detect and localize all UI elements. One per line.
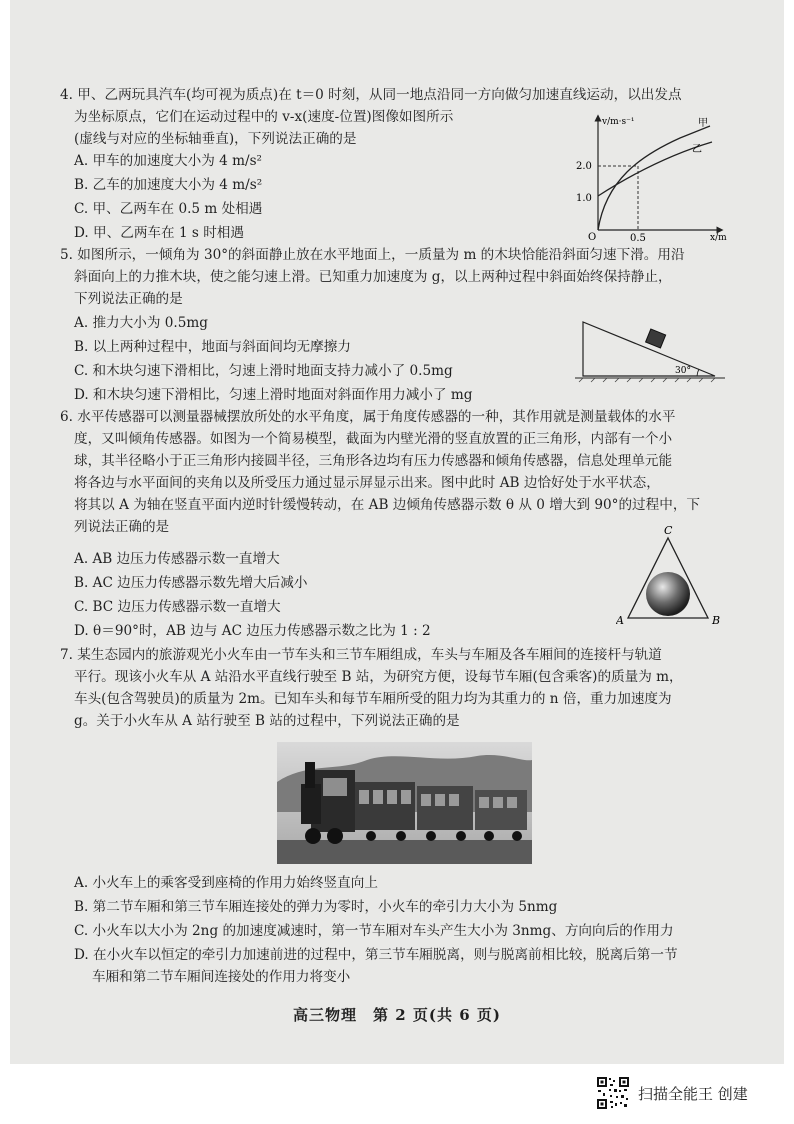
q4-curve-jia-label: 甲 xyxy=(698,118,708,129)
q5-option-b: B. 以上两种过程中，地面与斜面间均无摩擦力 xyxy=(74,339,351,355)
q4-x-tick: 0.5 xyxy=(630,233,646,244)
q4-option-d: D. 甲、乙两车在 1 s 时相遇 xyxy=(74,225,244,241)
question-6 xyxy=(60,406,780,538)
q4-option-b: B. 乙车的加速度大小为 4 m/s² xyxy=(74,177,263,193)
q7-line: 平行。现该小火车从 A 站沿水平直线行驶至 B 站，为研究方便，设每节车厢(包含乘客)的质量为 m， xyxy=(74,669,683,685)
train-photo xyxy=(277,742,532,864)
q6-label-c: C xyxy=(664,524,673,537)
scanner-watermark xyxy=(596,1076,748,1110)
q6-line: 球，其半径略小于正三角形内接圆半径，三角形各边均有压力传感器和倾角传感器，信息处理单元能 xyxy=(74,453,673,469)
q6-label-a: A xyxy=(616,614,624,627)
q6-line: 6. 水平传感器可以测量器械摆放所处的水平角度，属于角度传感器的一种，其作用就是测量载体的水平 xyxy=(60,409,676,425)
q4-line: (虚线与对应的坐标轴垂直)，下列说法正确的是 xyxy=(74,131,357,147)
q5-angle-label: 30° xyxy=(675,366,691,376)
q7-option-d: D. 在小火车以恒定的牵引力加速前进的过程中，第三节车厢脱离，则与脱离前相比较，脱离后第一节 xyxy=(74,947,678,963)
q7-option-b: B. 第二节车厢和第三节车厢连接处的弹力为零时，小火车的牵引力大小为 5nmg xyxy=(74,899,558,915)
q6-line: 将其以 A 为轴在竖直平面内逆时针缓慢转动，在 AB 边倾角传感器示数 θ 从 0 增大到 90°的过程中，下 xyxy=(74,497,700,513)
q6-line: 列说法正确的是 xyxy=(74,519,170,535)
q6-label-b: B xyxy=(712,614,721,627)
q4-origin-label: O xyxy=(588,232,597,243)
q5-line: 5. 如图所示，一倾角为 30°的斜面静止放在水平地面上，一质量为 m 的木块恰能沿斜面匀速下滑。用沿 xyxy=(60,247,685,263)
q5-line: 下列说法正确的是 xyxy=(74,291,183,307)
q4-vx-graph xyxy=(570,110,730,245)
q4-line: 为坐标原点，它们在运动过程中的 v-x(速度-位置)图像如图所示 xyxy=(74,109,454,125)
q5-option-a: A. 推力大小为 0.5mg xyxy=(74,315,208,331)
scanner-text: 扫描全能王 创建 xyxy=(638,1084,748,1103)
q4-option-a: A. 甲车的加速度大小为 4 m/s² xyxy=(74,153,262,169)
page-footer: 高三物理 第 2 页(共 6 页) xyxy=(293,1006,501,1024)
q5-line: 斜面向上的力推木块，使之能匀速上滑。已知重力加速度为 g，以上两种过程中斜面始终保持静止， xyxy=(74,269,672,285)
question-7 xyxy=(60,644,780,732)
q6-option-c: C. BC 边压力传感器示数一直增大 xyxy=(74,599,281,615)
q4-line: 4. 甲、乙两玩具汽车(均可视为质点)在 t＝0 时刻，从同一地点沿同一方向做匀加速直线运动，以出发点 xyxy=(60,87,682,103)
q7-line: 7. 某生态园内的旅游观光小火车由一节车头和三节车厢组成，车头与车厢及各车厢间的连接杆与轨道 xyxy=(60,647,662,663)
qr-code-icon xyxy=(596,1076,630,1110)
exam-page xyxy=(10,0,784,1064)
q4-y-tick-1: 1.0 xyxy=(576,193,592,204)
q7-option-a: A. 小火车上的乘客受到座椅的作用力始终竖直向上 xyxy=(74,875,378,891)
q6-triangle-figure xyxy=(616,524,726,628)
q4-y-tick-2: 2.0 xyxy=(576,161,592,172)
q4-curve-yi-label: 乙 xyxy=(692,144,702,155)
q6-line: 度，又叫倾角传感器。如图为一个简易模型，截面为内壁光滑的竖直放置的正三角形，内部有一个小 xyxy=(74,431,673,447)
question-5 xyxy=(60,244,780,310)
q4-y-axis-label: v/m·s⁻¹ xyxy=(602,117,635,127)
q5-incline-figure xyxy=(575,312,730,384)
q6-line: 将各边与水平面间的夹角以及所受压力通过显示屏显示出来。图中此时 AB 边恰好处于水平状态， xyxy=(74,475,660,491)
q7-line: g。关于小火车从 A 站行驶至 B 站的过程中，下列说法正确的是 xyxy=(74,713,460,729)
q7-option-c: C. 小火车以大小为 2ng 的加速度减速时，第一节车厢对车头产生大小为 3nmg、方向向后的作用力 xyxy=(74,923,674,939)
q4-option-c: C. 甲、乙两车在 0.5 m 处相遇 xyxy=(74,201,263,217)
q5-option-d: D. 和木块匀速下滑相比，匀速上滑时地面对斜面作用力减小了 mg xyxy=(74,387,473,403)
q6-option-d: D. θ＝90°时，AB 边与 AC 边压力传感器示数之比为 1 : 2 xyxy=(74,623,431,639)
q6-option-b: B. AC 边压力传感器示数先增大后减小 xyxy=(74,575,308,591)
q5-option-c: C. 和木块匀速下滑相比，匀速上滑时地面支持力减小了 0.5mg xyxy=(74,363,453,379)
q7-option-d-cont: 车厢和第二节车厢间连接处的作用力将变小 xyxy=(92,969,351,985)
q4-x-axis-label: x/m xyxy=(710,233,727,243)
q6-option-a: A. AB 边压力传感器示数一直增大 xyxy=(74,551,280,567)
q7-line: 车头(包含驾驶员)的质量为 2m。已知车头和每节车厢所受的阻力均为其重力的 n 倍，重力加速度为 xyxy=(74,691,672,707)
